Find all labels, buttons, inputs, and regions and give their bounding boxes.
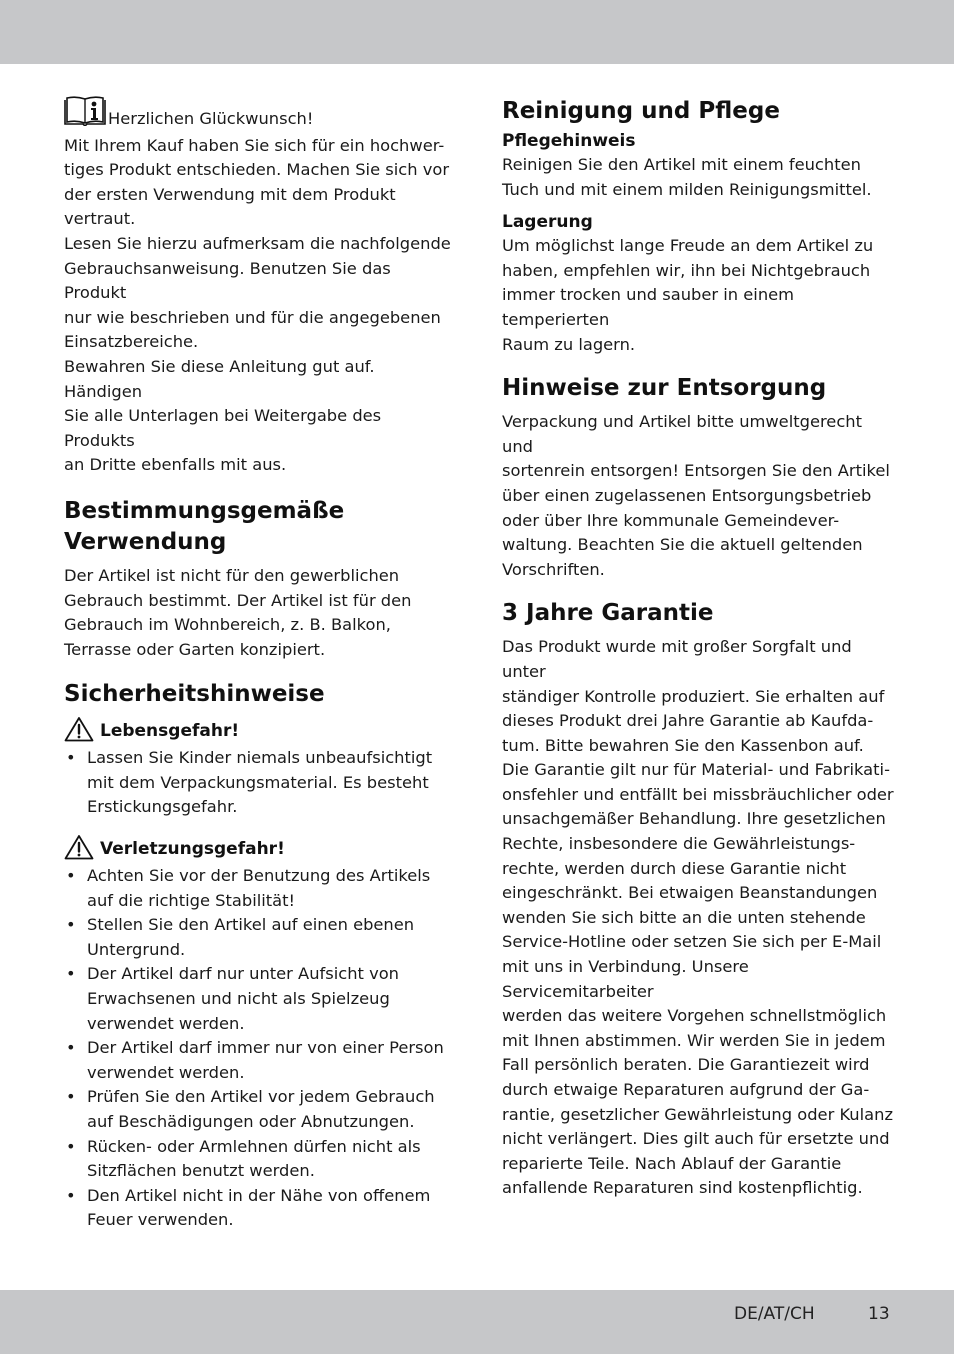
list-item: • Lassen Sie Kinder niemals unbeaufsichtigt mit dem Verpackungsmaterial. Es besteht Erstickungsgefahr. [64,746,456,820]
warning-triangle-icon [64,834,94,864]
danger-life-list [64,746,456,820]
warranty-section [502,598,894,1201]
intended-use-heading: Bestimmungsgemäße Verwendung [64,497,345,555]
info-book-icon [64,96,106,134]
list-item: • Achten Sie vor der Benutzung des Artikels auf die richtige Stabilität! [64,864,456,913]
intended-use-text: Der Artikel ist nicht für den gewerblichen Gebrauch bestimmt. Der Artikel ist für den Gebrauch im Wohnbereich, z. B. Balkon, Terrasse oder Garten konzipiert. [64,565,412,659]
disposal-text: Verpackung und Artikel bitte umweltgerecht und sortenrein entsorgen! Entsorgen Sie den Artikel über einen zugelassenen Entsorgungsbetrieb oder über Ihre kommunale Gemeindever- waltung. Beachten Sie die aktuell geltenden Vorschriften. [502,412,890,579]
danger-life-warning [64,716,456,746]
footer-region: DE/AT/CH [734,1304,815,1324]
list-item: • Rücken- oder Armlehnen dürfen nicht als Sitzflächen benutzt werden. [64,1135,456,1184]
intro-section [64,96,456,478]
intro-text: Mit Ihrem Kauf haben Sie sich für ein hochwer- tiges Produkt entschieden. Machen Sie sich vor der ersten Verwendung mit dem Produkt vertraut. Lesen Sie hierzu aufmerksam die nachfolgende Gebrauchsanweisung. Benutzen Sie das Produkt nur wie beschrieben und für die angegebenen Einsatzbereiche. Bewahren Sie diese Anleitung gut auf. Händigen Sie alle Unterlagen bei Weitergabe des Produkts an Dritte ebenfalls mit aus. [64,135,451,475]
safety-heading: Sicherheitshinweise [64,681,325,708]
header-bar [0,0,954,64]
right-column [502,96,894,1201]
intended-use-section [64,496,456,662]
list-item: • Der Artikel darf nur unter Aufsicht von Erwachsenen und nicht als Spielzeug verwendet werden. [64,962,456,1036]
warning-triangle-icon [64,716,94,746]
danger-life-label: Lebensgefahr! [100,721,240,742]
storage-text: Um möglichst lange Freude an dem Artikel zu haben, empfehlen wir, ihn bei Nichtgebrauch immer trocken und sauber in einem temperierten Raum zu lagern. [502,236,874,354]
greeting: Herzlichen Glückwunsch! [108,109,314,128]
cleaning-section [502,96,894,357]
care-heading: Pflegehinweis [502,131,636,151]
disposal-section [502,373,894,582]
cleaning-heading: Reinigung und Pflege [502,98,780,124]
warranty-heading: 3 Jahre Garantie [502,600,714,627]
list-item: • Den Artikel nicht in der Nähe von offenem Feuer verwenden. [64,1184,456,1233]
danger-injury-warning [64,834,456,864]
list-item: • Der Artikel darf immer nur von einer Person verwendet werden. [64,1036,456,1085]
danger-injury-label: Verletzungsgefahr! [100,839,285,860]
left-column [64,96,456,1233]
disposal-heading: Hinweise zur Entsorgung [502,375,827,402]
list-item: • Stellen Sie den Artikel auf einen ebenen Untergrund. [64,913,456,962]
safety-section [64,679,456,1233]
page-number: 13 [868,1304,890,1324]
list-item: • Prüfen Sie den Artikel vor jedem Gebrauch auf Beschädigungen oder Abnutzungen. [64,1085,456,1134]
storage-heading: Lagerung [502,212,593,233]
danger-injury-list [64,864,456,1233]
warranty-text: Das Produkt wurde mit großer Sorgfalt und unter ständiger Kontrolle produziert. Sie erhalten auf dieses Produkt drei Jahre Garantie ab Kaufda- tum. Bitte bewahren Sie den Kassenbon auf. Die Garantie gilt nur für Material- und Fabrikati- onsfehler und entfällt bei missbräuchlicher oder unsachgemäßer Behandlung. Ihre gesetzlichen Rechte, insbesondere die Gewährleistungs- rechte, werden durch diese Garantie nicht eingeschränkt. Bei etwaigen Beanstandungen wenden Sie sich bitte an die unten stehende Service-Hotline oder setzen Sie sich per E-Mail mit uns in Verbindung. Unsere Servicemitarbeiter werden das weitere Vorgehen schnellstmöglich mit Ihnen abstimmen. Wir werden Sie in jedem Fall persönlich beraten. Die Garantiezeit wird durch etwaige Reparaturen aufgrund der Ga- rantie, gesetzlicher Gewährleistung oder Kulanz nicht verlängert. Dies gilt auch für ersetzte und reparierte Teile. Nach Ablauf der Garantie anfallende Reparaturen sind kostenpflichtig. [502,637,894,1198]
care-text: Reinigen Sie den Artikel mit einem feuchten Tuch und mit einem milden Reinigungsmittel. [502,155,872,199]
